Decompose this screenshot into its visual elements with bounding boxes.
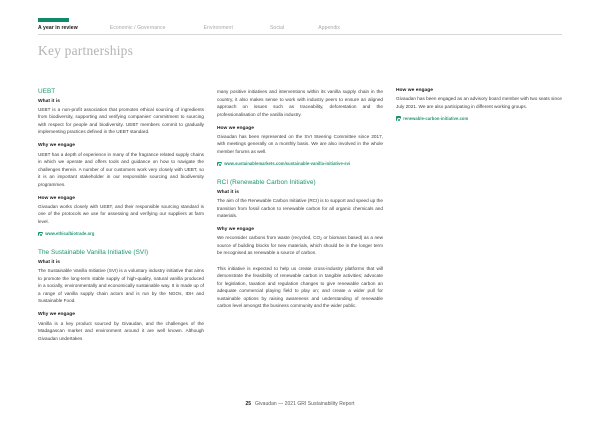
nav-item-social[interactable]: Social [269,24,285,31]
active-tab-marker [38,18,69,22]
uebt-what-it-is-label: What it is [38,98,60,104]
nav-item-appendix[interactable]: Appendix [318,24,341,31]
nav-item-environment[interactable]: Environment [203,24,233,31]
svi-why-we-engage-label: Why we engage [38,312,75,318]
co2-subscript: 2 [320,237,322,242]
rci-body-pre: We reconsider carbons from waste (recycled, CO [217,235,321,241]
page-footer [0,401,600,407]
svi-why-we-engage-body-continued: many positive initiatives and interventions within its vanilla supply chain in the country, it also makes sense to work with industry peers to ensure an aligned approach on issues such as traceability, deforestation and the professionalisation of the vanilla industry. [217,89,383,117]
svi-why-we-engage-body: Vanilla is a key product sourced by Givaudan, and the challenges of the Madagascan market and environment around it are well known. Although Givaudan undertakes [38,320,204,341]
svi-what-it-is-body: The Sustainable Vanilla Initiative (SVI) is a voluntary industry initiative that aims to promote the long-term stable supply of high-quality, natural vanilla produced in a socially, environmentally and economically sustainable way. It is made up of a range of vanilla supply chain actors and is run by the NGOs, IDH and Sustainable Food. [38,268,204,304]
footer-page-number: 25 [245,401,252,407]
rci-body-post: or biomass based) as a new source of building blocks for new materials, which should be in the longer term be recognised as renewable a source of carbon. [217,235,383,256]
nav-item-list [38,25,340,31]
uebt-how-we-engage-label: How we engage [38,195,75,201]
content-columns [38,88,562,388]
rci-what-it-is-body: The aim of the Renewable Carbon Initiative (RCI) is to support and speed up the transition from fossil carbon to renewable carbon for all organic chemicals and materials. [217,198,383,219]
external-link-icon [396,116,401,121]
top-navigation [38,18,562,38]
svi-how-we-engage-label: How we engage [217,125,254,131]
external-link-icon [38,232,43,237]
uebt-how-we-engage-body: Givaudan works closely with UEBT, and their responsible sourcing standard is one of the protocols we use for assessing and verifying our suppliers at farm level. [38,203,204,224]
uebt-why-we-engage-body: UEBT has a depth of experience in many of the fragrance related supply chains in which we operate and offers tools and guidance on how to navigate the challenges therein. A number of our customers work very closely with UEBT, so it is an important stakeholder in our responsible sourcing and biodiversity programmes. [38,151,204,187]
uebt-website-link[interactable] [38,231,204,236]
rci-how-we-engage-label: How we engage [396,88,433,93]
section-title-svi: The Sustainable Vanilla Initiative (SVI) [38,249,149,257]
column-one [38,88,204,388]
section-title-uebt: UEBT [38,88,56,95]
uebt-website-link-label: www.ethicalbiotrade.org [45,231,95,237]
svi-website-link-label: www.sustainablemarkets.com/sustainable-vanilla-initiative-svi [224,161,351,167]
svi-how-we-engage-body: Givaudan has been represented on the SVI Steering Committee since 2017, with meetings generally on a monthly basis. We are also involved in the whole member forums as well. [217,133,383,154]
rci-why-we-engage-body-2: This initiative is expected to help us create cross-industry platforms that will demonstrate the feasibility of renewable carbon in tangible activities; advocate for legislation, taxation and regulation changes to give renewable carbon an adequate commercial playing field to play on; and create a wider pull for sustainable options by raising awareness and understanding of renewable carbon level amongst the business community and the wider public. [217,265,383,309]
footer-report-title: Givaudan — 2021 GRI Sustainability Report [255,401,355,407]
section-title-rci: RCI (Renewable Carbon Initiative) [217,179,316,187]
nav-divider [38,34,562,35]
rci-what-it-is-label: What it is [217,189,239,195]
rci-website-link[interactable] [396,116,562,121]
rci-website-link-label: renewable-carbon-initiative.com [403,116,469,122]
column-three [396,88,562,388]
column-two [217,88,383,388]
uebt-what-it-is-body: UEBT is a non-profit association that promotes ethical sourcing of ingredients from biodiversity, supporting and verifying companies' commitment to sourcing with respect for people and biodiversity. UEBT members commit to gradually implementing practices defined in the UEBT standard. [38,106,204,135]
external-link-icon [217,162,222,167]
rci-why-we-engage-body [217,234,383,257]
page-title: Key partnerships [38,43,134,58]
uebt-why-we-engage-label: Why we engage [38,143,75,149]
svi-what-it-is-label: What it is [38,260,60,266]
svi-website-link[interactable] [217,161,383,166]
nav-item-a-year-in-review[interactable]: A year in review [38,24,78,31]
nav-item-economic-governance[interactable]: Economic / Governance [109,24,166,31]
rci-why-we-engage-label: Why we engage [217,227,254,233]
rci-how-we-engage-body: Givaudan has been engaged as an advisory board member with two seats since July 2021. We are also participating in different working groups. [396,96,562,109]
